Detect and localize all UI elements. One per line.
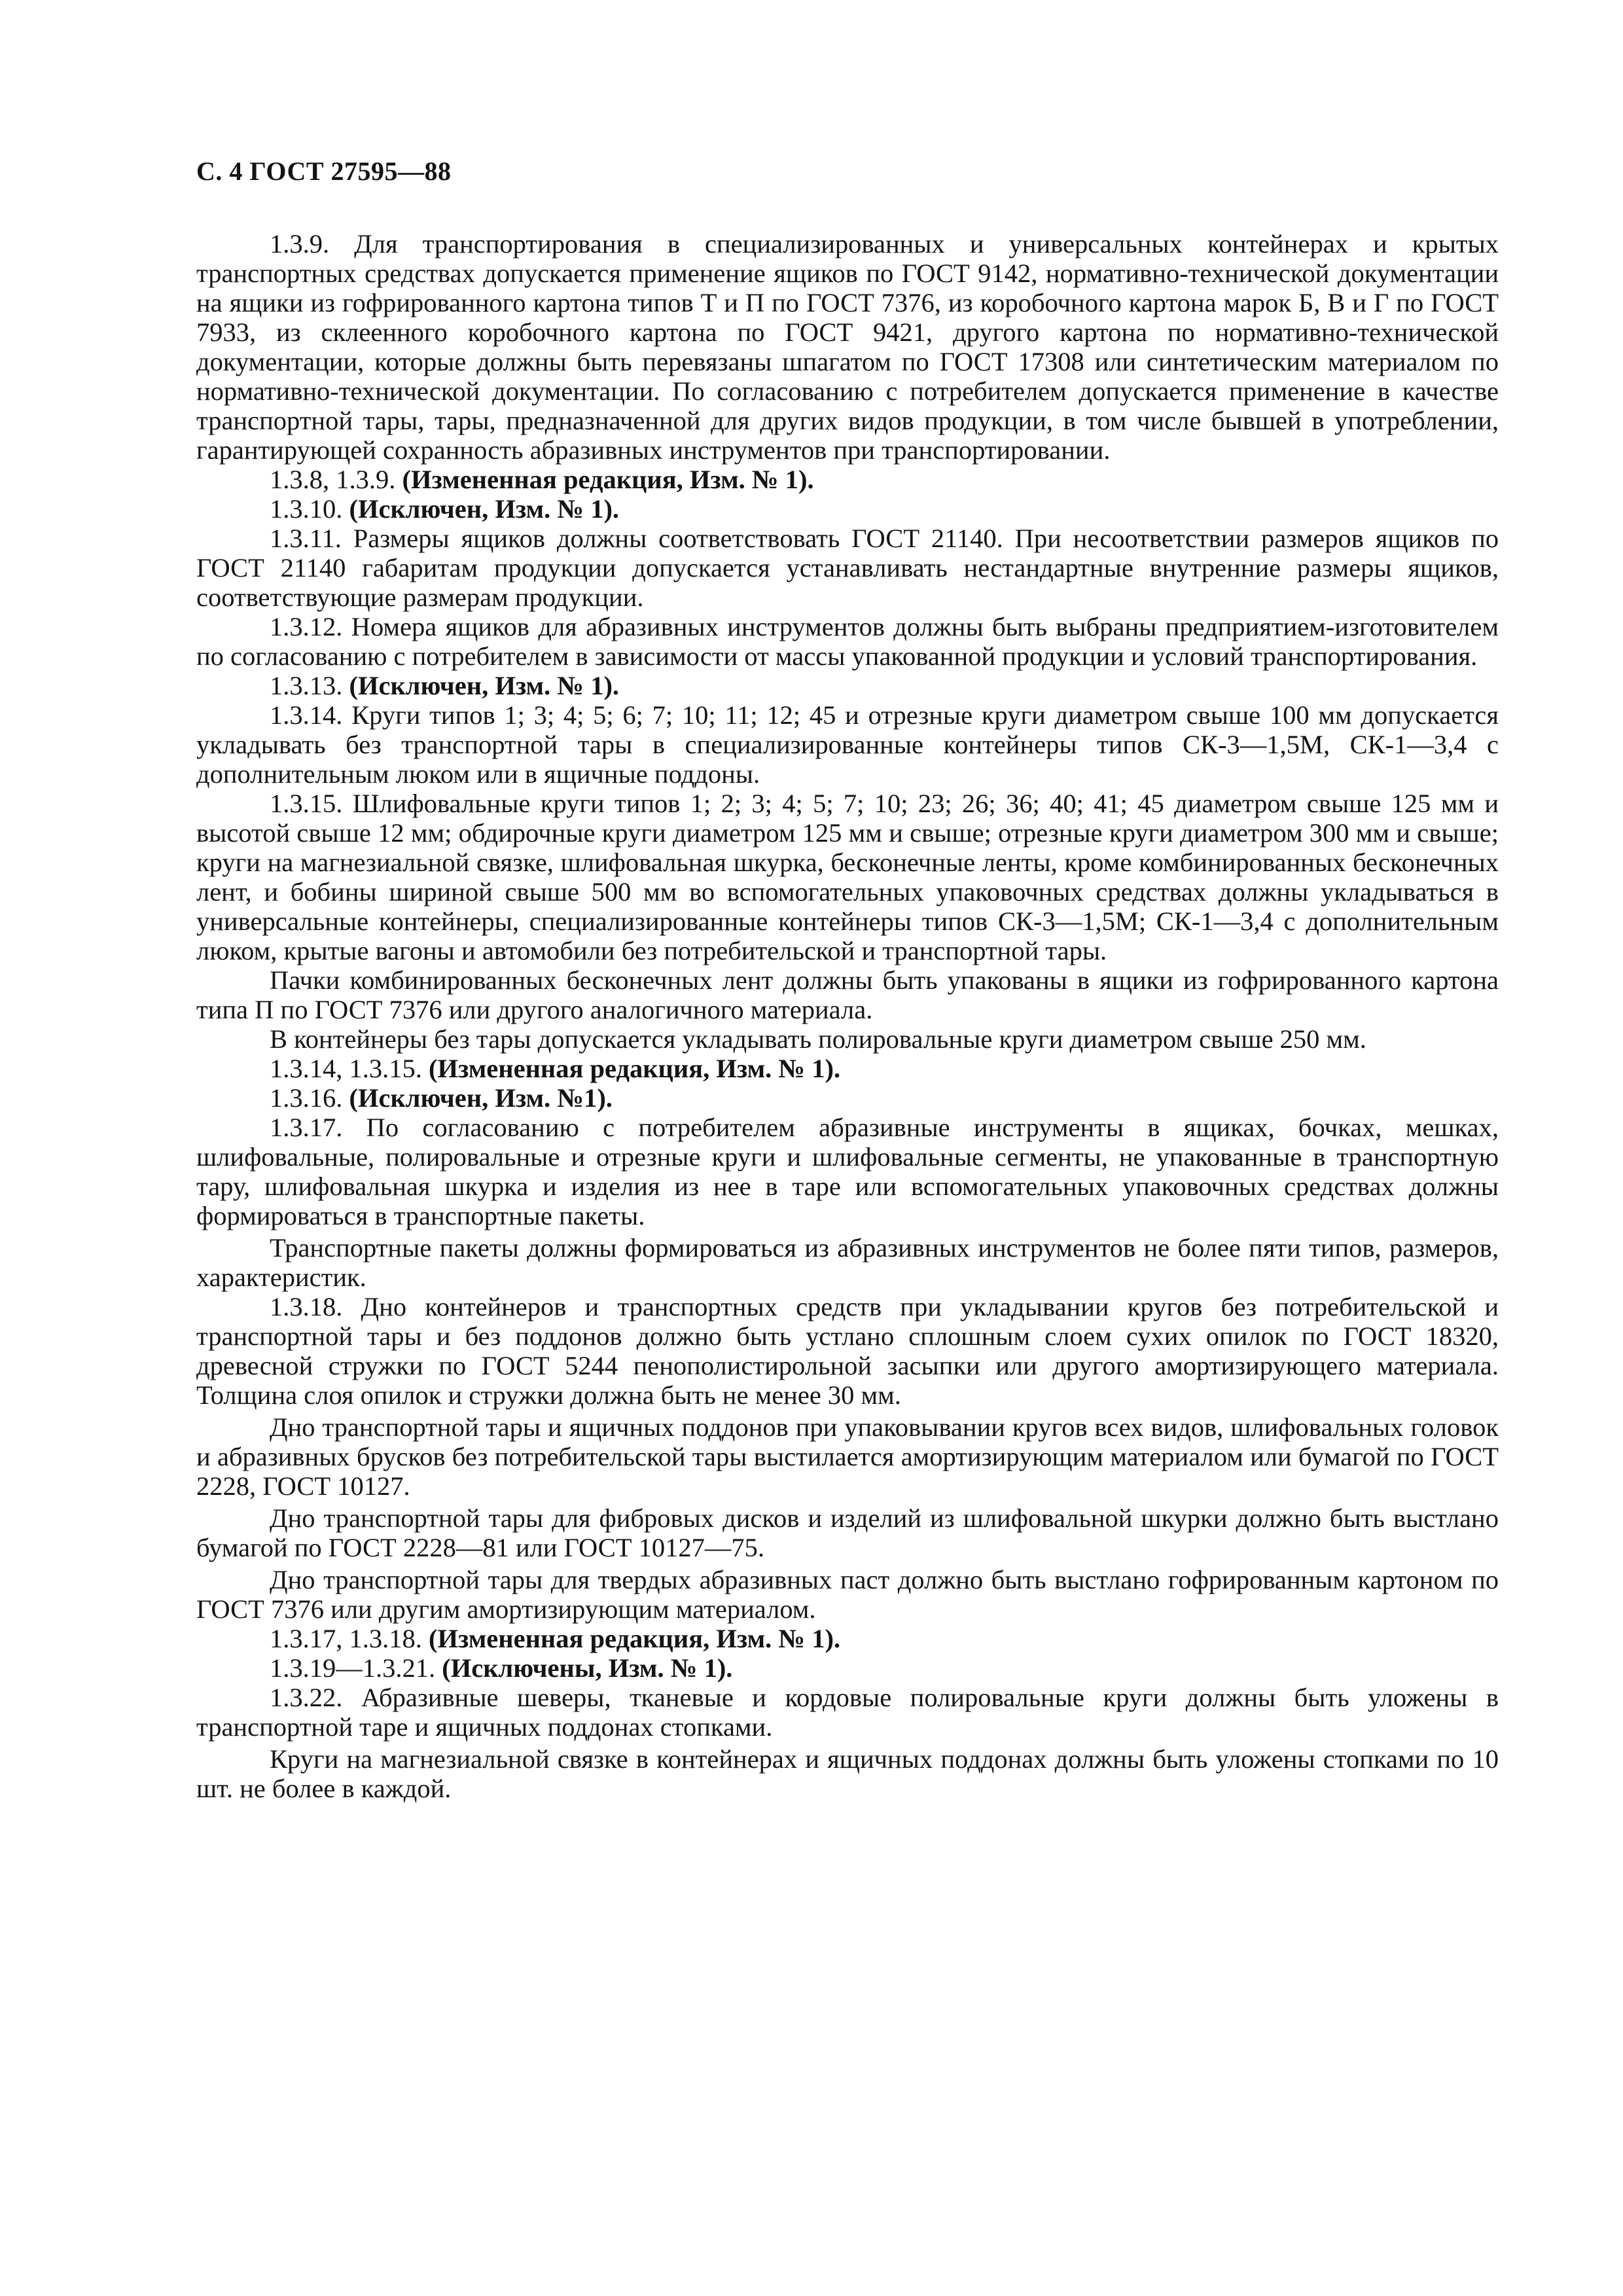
paragraph-text: 1.3.17, 1.3.18. <box>270 1624 429 1653</box>
paragraph-text: 1.3.15. Шлифовальные круги типов 1; 2; 3; 4; 5; 7; 10; 23; 26; 36; 40; 41; 45 диаметром свыше 125 мм и высотой свыше 12 мм; обдирочные круги диаметром 125 мм и свыше; отрезные круги диаметром 300 мм и свыше; круги на магнезиальной связке, шлифовальная шкурка, бесконечные ленты, кроме комбинированных бесконечных лент, и бобины шириной свыше 500 мм во вспомогательных упаковочных средствах должны укладываться в универсальные контейнеры, специализированные контейнеры типов СК-3—1,5М; СК-1—3,4 с дополнительным люком, крытые вагоны и автомобили без потребительской и транспортной тары. <box>196 789 1499 965</box>
paragraph-text: Пачки комбинированных бесконечных лент должны быть упакованы в ящики из гофрированного картона типа П по ГОСТ 7376 или другого аналогичного материала. <box>196 965 1499 1024</box>
paragraph-bold-note: (Исключен, Изм. № 1). <box>349 671 620 700</box>
paragraph-text: 1.3.11. Размеры ящиков должны соответствовать ГОСТ 21140. При несоответствии размеров ящиков по ГОСТ 21140 габаритам продукции допускается устанавливать нестандартные внутренние размеры ящиков, соответствующие размерам продукции. <box>196 524 1499 612</box>
paragraph-tare-bottom <box>196 1412 1499 1501</box>
paragraph-1-3-18 <box>196 1292 1499 1410</box>
paragraph-note-1-3-17 <box>196 1624 1499 1653</box>
paragraph-transport-packs <box>196 1233 1499 1292</box>
paragraph-text: Дно транспортной тары для твердых абразивных паст должно быть выстлано гофрированным картоном по ГОСТ 7376 или другим амортизирующим материалом. <box>196 1565 1499 1624</box>
paragraph-1-3-15 <box>196 789 1499 965</box>
paragraph-text: 1.3.16. <box>270 1083 349 1113</box>
paragraph-1-3-9 <box>196 229 1499 465</box>
paragraph-pastes <box>196 1565 1499 1624</box>
paragraph-bold-note: (Измененная редакция, Изм. № 1). <box>429 1624 841 1653</box>
paragraph-bold-note: (Исключен, Изм. №1). <box>349 1083 613 1113</box>
paragraph-text: 1.3.13. <box>270 671 349 700</box>
paragraph-note-1-3-14 <box>196 1054 1499 1083</box>
paragraph-fiber-discs <box>196 1503 1499 1562</box>
paragraph-1-3-12 <box>196 612 1499 671</box>
paragraph-1-3-22 <box>196 1683 1499 1742</box>
paragraph-belt-packs <box>196 965 1499 1024</box>
paragraph-text: 1.3.18. Дно контейнеров и транспортных средств при укладывании кругов без потребительской и транспортной тары и без поддонов должно быть устлано сплошным слоем сухих опилок по ГОСТ 18320, древесной стружки по ГОСТ 5244 пенополистирольной засыпки или другого амортизирующего материала. Толщина слоя опилок и стружки должна быть не менее 30 мм. <box>196 1292 1499 1410</box>
paragraph-text: Дно транспортной тары для фибровых дисков и изделий из шлифовальной шкурки должно быть выстлано бумагой по ГОСТ 2228—81 или ГОСТ 10127—75. <box>196 1503 1499 1562</box>
paragraph-bold-note: (Измененная редакция, Изм. № 1). <box>429 1054 841 1083</box>
paragraph-1-3-19 <box>196 1653 1499 1683</box>
paragraph-containers <box>196 1024 1499 1054</box>
paragraph-bold-note: (Исключены, Изм. № 1). <box>442 1653 733 1683</box>
paragraph-bold-note: (Исключен, Изм. № 1). <box>349 494 620 524</box>
page-header: С. 4 ГОСТ 27595—88 <box>196 156 452 186</box>
paragraph-bold-note: (Измененная редакция, Изм. № 1). <box>402 465 814 494</box>
paragraph-note-1-3-8 <box>196 465 1499 494</box>
paragraph-text: 1.3.9. Для транспортирования в специализированных и универсальных контейнерах и крытых транспортных средствах допускается применение ящиков по ГОСТ 9142, нормативно-технической документации на ящики из гофрированного картона типов Т и П по ГОСТ 7376, из коробочного картона марок Б, В и Г по ГОСТ 7933, из склеенного коробочного картона по ГОСТ 9421, другого картона по нормативно-технической документации, которые должны быть перевязаны шпагатом по ГОСТ 17308 или синтетическим материалом по нормативно-технической документации. По согласованию с потребителем допускается применение в качестве транспортной тары, тары, предназначенной для других видов продукции, в том числе бывшей в употреблении, гарантирующей сохранность абразивных инструментов при транспортировании. <box>196 229 1499 465</box>
paragraph-text: 1.3.10. <box>270 494 349 524</box>
paragraph-text: 1.3.19—1.3.21. <box>270 1653 442 1683</box>
paragraph-1-3-10 <box>196 494 1499 524</box>
paragraph-1-3-14 <box>196 700 1499 789</box>
paragraph-text: В контейнеры без тары допускается укладывать полировальные круги диаметром свыше 250 мм. <box>270 1024 1366 1054</box>
paragraph-text: 1.3.17. По согласованию с потребителем абразивные инструменты в ящиках, бочках, мешках, шлифовальные, полировальные и отрезные круги и шлифовальные сегменты, не упакованные в транспортную тару, шлифовальная шкурка и изделия из нее в таре или вспомогательных упаковочных средствах должны формироваться в транспортные пакеты. <box>196 1113 1499 1230</box>
paragraph-magnesia-wheels <box>196 1744 1499 1803</box>
paragraph-text: 1.3.14, 1.3.15. <box>270 1054 429 1083</box>
paragraph-text: Круги на магнезиальной связке в контейнерах и ящичных поддонах должны быть уложены стопками по 10 шт. не более в каждой. <box>196 1744 1499 1803</box>
paragraph-text: Дно транспортной тары и ящичных поддонов при упаковывании кругов всех видов, шлифовальных головок и абразивных брусков без потребительской тары выстилается амортизирующим материалом или бумагой по ГОСТ 2228, ГОСТ 10127. <box>196 1412 1499 1501</box>
paragraph-text: 1.3.8, 1.3.9. <box>270 465 402 494</box>
paragraph-text: 1.3.12. Номера ящиков для абразивных инструментов должны быть выбраны предприятием-изготовителем по согласованию с потребителем в зависимости от массы упакованной продукции и условий транспортирования. <box>196 612 1499 671</box>
paragraph-1-3-17 <box>196 1113 1499 1230</box>
paragraph-1-3-13 <box>196 671 1499 700</box>
paragraph-text: 1.3.14. Круги типов 1; 3; 4; 5; 6; 7; 10; 11; 12; 45 и отрезные круги диаметром свыше 100 мм допускается укладывать без транспортной тары в специализированные контейнеры типов СК-3—1,5М, СК-1—3,4 с дополнительным люком или в ящичные поддоны. <box>196 700 1499 789</box>
document-body <box>196 229 1499 1803</box>
paragraph-text: Транспортные пакеты должны формироваться из абразивных инструментов не более пяти типов, размеров, характеристик. <box>196 1233 1499 1292</box>
paragraph-1-3-11 <box>196 524 1499 612</box>
paragraph-1-3-16 <box>196 1083 1499 1113</box>
paragraph-text: 1.3.22. Абразивные шеверы, тканевые и кордовые полировальные круги должны быть уложены в транспортной таре и ящичных поддонах стопками. <box>196 1683 1499 1742</box>
